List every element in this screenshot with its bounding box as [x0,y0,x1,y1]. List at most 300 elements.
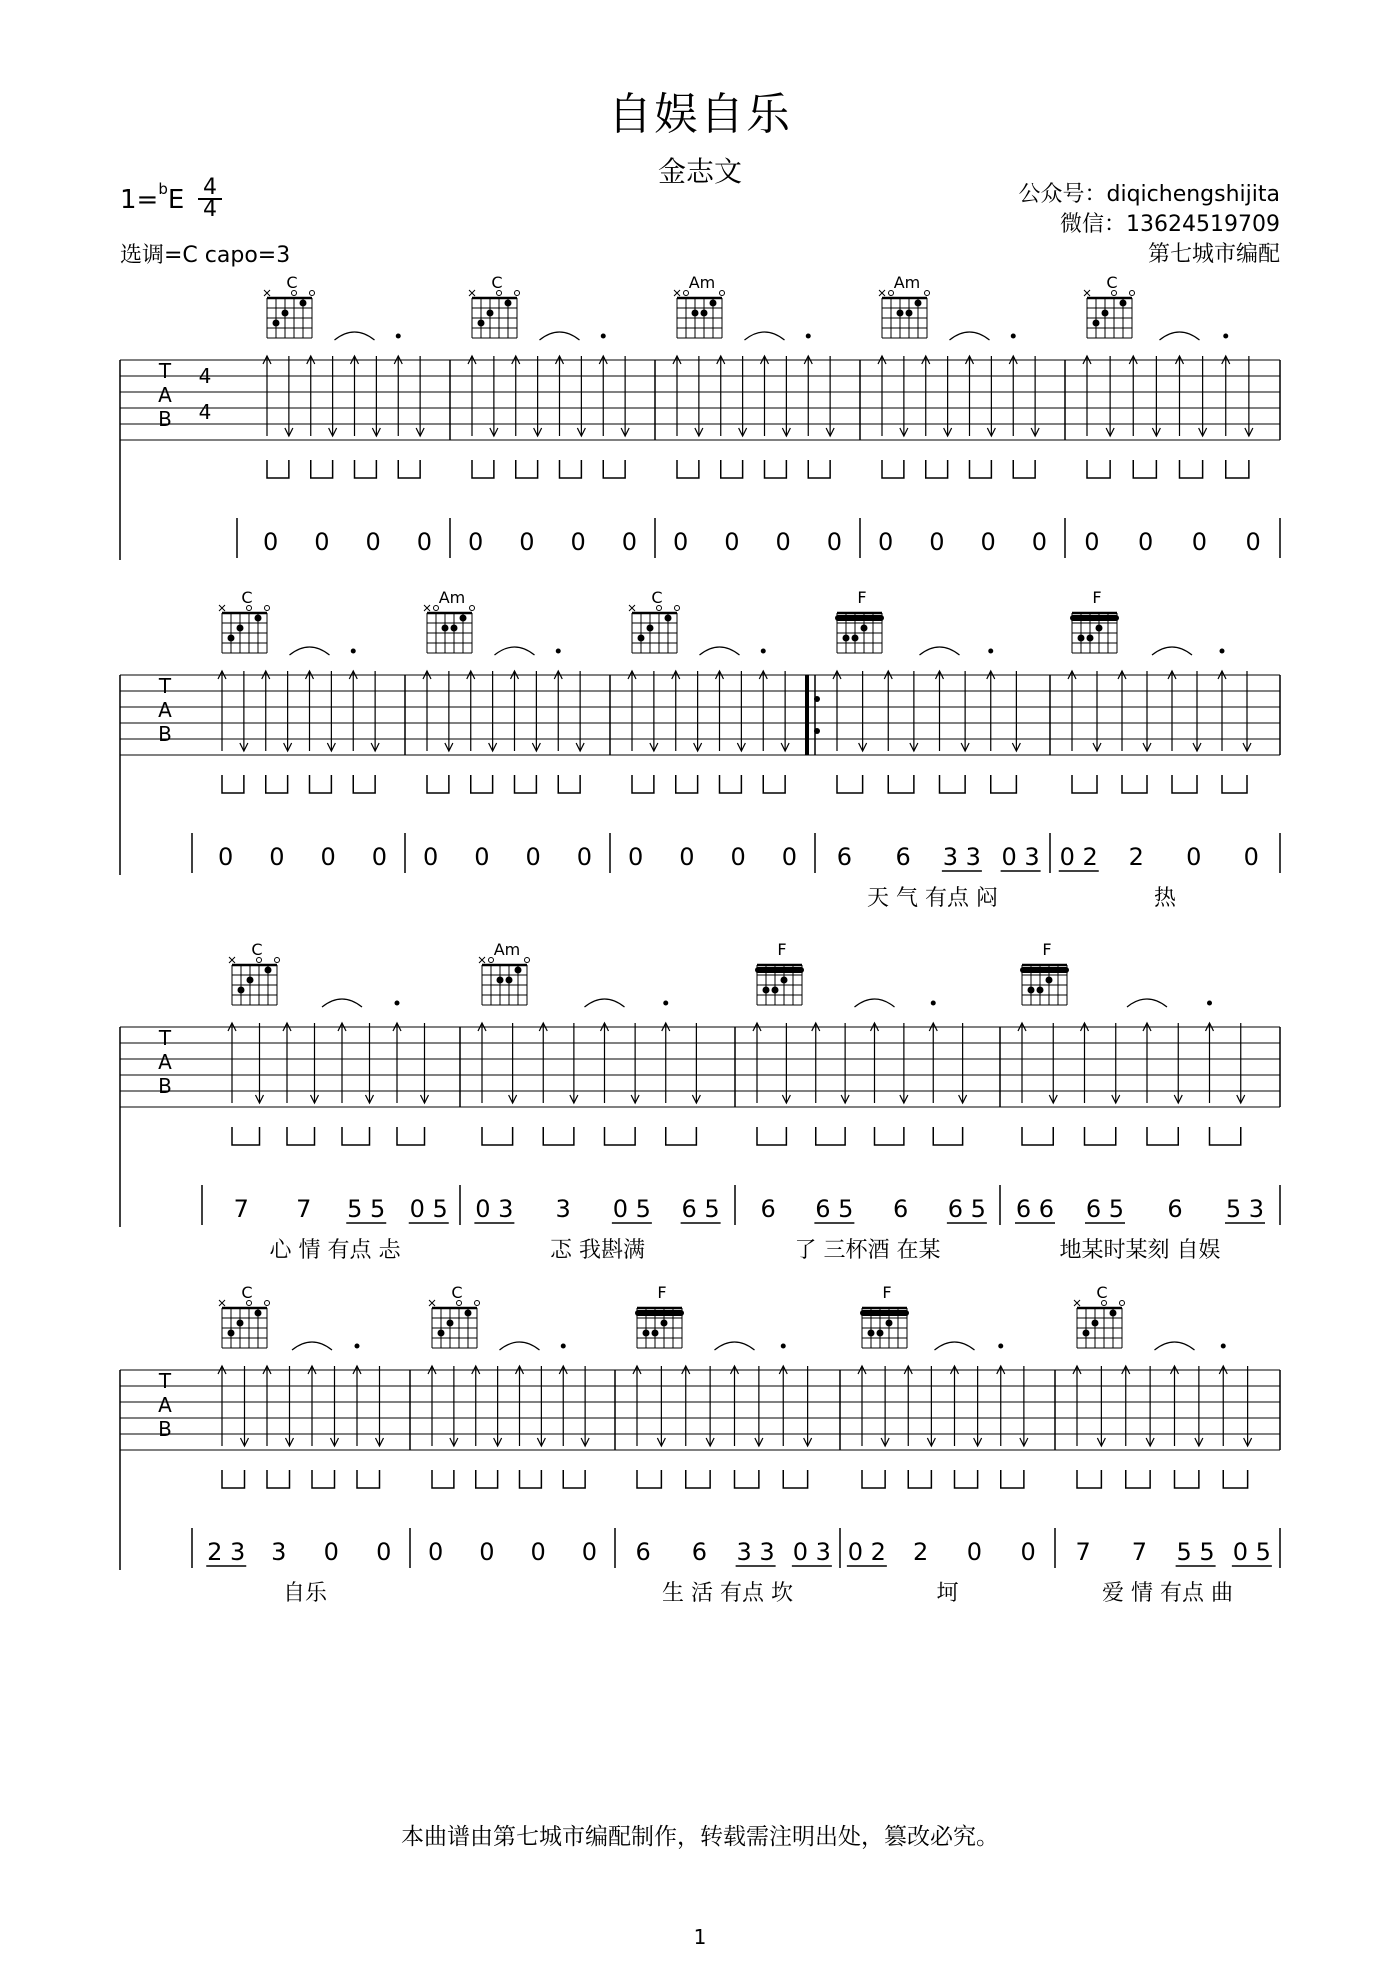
staccato-dot [1221,1344,1226,1349]
chord-barre [635,1310,684,1316]
jianpu-note: 0 5 [409,1195,448,1223]
jianpu-note: 0 [781,843,798,871]
chord-name: C [451,1283,463,1302]
chord-muted-string [469,290,475,296]
jianpu-note: 0 [1137,528,1154,556]
chord-muted-string [229,957,235,963]
lyric-text: 了 三杯酒 在某 [794,1238,941,1263]
chord-dot [661,1320,668,1327]
chord-diagram [1070,588,1119,653]
jianpu-note: 0 5 [612,1195,651,1223]
measure [1083,273,1280,558]
jianpu-note: 0 [1243,843,1259,871]
jianpu-note: 0 [980,528,996,556]
tie-arc [1152,647,1192,655]
chord-diagram [1074,1283,1125,1348]
rhythm-beam [637,1470,661,1488]
chord-name: F [1042,940,1052,959]
staccato-dot [601,334,606,339]
rhythm-beam [1226,460,1249,478]
chord-dot [451,625,458,632]
tab-label-t: T [158,1026,172,1050]
jianpu-note: 0 3 [475,1195,514,1223]
key-note: E [167,185,185,215]
jianpu-note: 0 [371,843,388,871]
rhythm-beam [560,460,582,478]
jianpu-note: 5 3 [1225,1195,1265,1223]
chord-dot [478,320,485,327]
chord-dot [877,1330,884,1337]
jianpu-note: 0 [269,843,285,871]
tab-label-a: A [158,1050,172,1074]
chord-dot [772,987,779,994]
rhythm-beam [875,1127,904,1145]
chord-name: C [251,940,263,959]
rhythm-beam [632,775,654,793]
rhythm-beam [1175,1470,1199,1488]
tie-arc [1155,1342,1195,1350]
chord-dot [497,977,504,984]
chord-name: F [1092,588,1102,607]
rhythm-beam [1223,1470,1247,1488]
chord-name: Am [893,273,921,292]
rhythm-beam [427,775,449,793]
rhythm-beam [357,1470,380,1488]
key-prefix: 1= [120,185,159,215]
chord-dot [442,625,449,632]
jianpu-note: 0 [621,528,638,556]
staccato-dot [1207,1001,1212,1006]
rhythm-beam [1022,1127,1053,1145]
measure [474,940,735,1263]
rhythm-beam [1133,460,1156,478]
chord-dot [652,1330,659,1337]
rhythm-beam [783,1470,807,1488]
chord-muted-string [424,605,430,611]
rhythm-beam [816,1127,845,1145]
chord-muted-string [479,957,485,963]
jianpu-note: 3 3 [736,1538,775,1566]
chord-diagram [629,588,680,653]
chord-diagram [479,940,530,1005]
jianpu-note: 2 3 [207,1538,246,1566]
rhythm-beam [516,460,538,478]
chord-muted-string [429,1300,435,1306]
chord-diagram [860,1283,909,1348]
copyright-footer: 本曲谱由第七城市编配制作，转载需注明出处，篡改必究。 [401,1824,999,1850]
rhythm-beam [1072,775,1097,793]
chord-dot [897,310,904,317]
chord-open-string [489,958,494,963]
jianpu-note: 6 6 [1015,1195,1055,1223]
rhythm-beam [955,1470,978,1488]
tab-label-b: B [158,722,172,746]
chord-dot [647,625,654,632]
chord-dot [1092,1320,1099,1327]
staccato-dot [931,1001,936,1006]
rhythm-beam [432,1470,454,1488]
jianpu-note: 7 [233,1195,249,1223]
rhythm-beam [222,775,244,793]
chord-dot [1028,987,1035,994]
jianpu-note: 6 5 [947,1195,986,1223]
chord-diagram [755,940,804,1005]
tie-arc [935,1342,975,1350]
jianpu-note: 0 [826,528,843,556]
chord-open-string [515,291,520,296]
rhythm-beam [311,460,333,478]
rhythm-beam [837,775,863,793]
chord-open-string [475,1301,480,1306]
tie-arc [292,1342,332,1350]
jianpu-note: 0 [416,528,433,556]
chord-dot [438,1330,445,1337]
rhythm-beam [515,775,537,793]
measure [423,588,610,873]
chord-dot [237,1320,244,1327]
jianpu-note: 0 [1084,528,1100,556]
tab-label-b: B [158,1074,172,1098]
jianpu-note: 0 [365,528,381,556]
tie-arc [1160,332,1200,340]
chord-open-string [675,606,680,611]
rhythm-beam [1172,775,1197,793]
rhythm-beam [1001,1470,1024,1488]
rhythm-beam [1087,460,1110,478]
jianpu-note: 6 5 [1085,1195,1125,1223]
measure [878,273,1065,558]
tie-arc [322,999,362,1007]
rhythm-beam [888,775,914,793]
rhythm-beam [1222,775,1247,793]
chord-diagram [879,273,930,338]
chord-dot [465,1310,472,1317]
chord-name: F [882,1283,892,1302]
chord-muted-string [219,1300,225,1306]
rhythm-beam [862,1470,885,1488]
chord-dot [1046,977,1053,984]
lyric-text: 生 活 有点 坎 [662,1581,793,1606]
measure [1059,588,1280,911]
lyric-text: 热 [1153,886,1177,911]
tab-label-t: T [158,359,172,383]
tie-arc [715,1342,755,1350]
jianpu-note: 0 [530,1538,546,1566]
rhythm-beam [1077,1470,1101,1488]
measure [192,1283,410,1606]
rhythm-beam [926,460,948,478]
key-flat: b [158,180,168,198]
rhythm-beam [398,460,420,478]
jianpu-note: 0 [672,528,689,556]
time-top: 4 [198,178,222,200]
chord-name: F [857,588,867,607]
rhythm-beam [310,775,332,793]
chord-dot [265,967,272,974]
rhythm-beam [558,775,580,793]
lyric-text: 心 情 有点 忐 [269,1238,401,1263]
staccato-dot [1223,334,1228,339]
chord-dot [1078,635,1085,642]
staccato-dot [561,1344,566,1349]
chord-dot [300,300,307,307]
chord-dot [487,310,494,317]
chord-barre [755,967,804,973]
jianpu-note: 0 [581,1538,598,1566]
chord-open-string [925,291,930,296]
jianpu-note: 0 [479,1538,495,1566]
rhythm-beam [476,1470,498,1488]
jianpu-note: 6 [635,1538,651,1566]
jianpu-note: 2 [912,1538,929,1566]
lyric-text: 自乐 [282,1581,328,1606]
tab-label-b: B [158,407,172,431]
jianpu-note: 6 5 [815,1195,854,1223]
rhythm-beam [222,1470,245,1488]
chord-dot [238,987,245,994]
jianpu-note: 0 [1020,1538,1036,1566]
chord-open-string [265,606,270,611]
rhythm-beam [287,1127,315,1145]
measure [202,940,460,1263]
staccato-dot [351,649,356,654]
chord-dot [852,635,859,642]
jianpu-note: 0 [217,843,234,871]
chord-diagram [264,273,315,338]
chord-muted-string [674,290,680,296]
tie-arc [1127,999,1167,1007]
repeat-dot [814,696,820,702]
rhythm-beam [342,1127,370,1145]
jianpu-note: 6 [691,1538,708,1566]
rhythm-beam [355,460,377,478]
staccato-dot [1220,649,1225,654]
jianpu-note: 0 [467,528,484,556]
song-title: 自娱自乐 [608,89,792,140]
chord-dot [886,1320,893,1327]
chord-dot [1037,987,1044,994]
jianpu-note: 0 [474,843,490,871]
jianpu-note: 0 [576,843,593,871]
rhythm-beam [940,775,966,793]
chord-diagram [469,273,520,338]
chord-dot [1093,320,1100,327]
chord-dot [861,625,868,632]
tie-arc [745,332,785,340]
chord-diagram [635,1283,684,1348]
rhythm-beam [1147,1127,1178,1145]
rhythm-beam [763,775,785,793]
rhythm-beam [563,1470,585,1488]
rhythm-beam [312,1470,335,1488]
jianpu-note: 0 [262,528,279,556]
staccato-dot [988,649,993,654]
chord-open-string [265,1301,270,1306]
lyric-text: 爱 情 有点 曲 [1102,1581,1233,1606]
chord-name: F [777,940,787,959]
rhythm-beam [676,775,698,793]
jianpu-note: 0 [323,1538,339,1566]
chord-dot [447,1320,454,1327]
staccato-dot [806,334,811,339]
jianpu-note: 0 [929,528,945,556]
capo-info: 选调=C capo=3 [120,243,291,268]
lyric-text: 天 气 有点 闷 [867,886,998,911]
jianpu-note: 6 [892,1195,909,1223]
staccato-dot [355,1344,360,1349]
staccato-dot [1011,334,1016,339]
system-1 [120,273,1280,560]
jianpu-note: 0 [422,843,439,871]
rhythm-beam [267,1470,290,1488]
chord-dot [1087,635,1094,642]
info-line-arranger: 第七城市编配 [1147,242,1280,267]
jianpu-note: 0 [627,843,644,871]
jianpu-note: 0 [877,528,894,556]
chord-dot [701,310,708,317]
chord-name: C [241,588,253,607]
rhythm-beam [520,1470,542,1488]
jianpu-note: 7 [1131,1538,1148,1566]
chord-name: Am [438,588,466,607]
rhythm-beam [266,775,288,793]
jianpu-note: 6 [760,1195,776,1223]
chord-dot [781,977,788,984]
tie-arc [500,1342,540,1350]
jianpu-note: 7 [1075,1538,1091,1566]
chord-diagram [1084,273,1135,338]
rhythm-beam [353,775,375,793]
repeat-dot [814,728,820,734]
measure [237,273,450,558]
chord-dot [1102,310,1109,317]
chord-dot [868,1330,875,1337]
jianpu-note: 0 3 [1001,843,1040,871]
chord-dot [665,615,672,622]
chord-open-string [310,291,315,296]
chord-diagram [424,588,475,653]
rhythm-beam [482,1127,513,1145]
jianpu-note: 0 [519,528,535,556]
chord-dot [237,625,244,632]
measure [1015,940,1280,1263]
chord-dot [692,310,699,317]
rhythm-beam [1085,1127,1116,1145]
jianpu-note: 0 [1191,528,1208,556]
rhythm-beam [1210,1127,1241,1145]
chord-name: C [1096,1283,1108,1302]
measure [1073,1283,1280,1606]
chord-diagram [835,588,884,653]
chord-name: C [241,1283,253,1302]
chord-dot [506,977,513,984]
measure [753,940,1000,1263]
chord-dot [282,310,289,317]
jianpu-note: 0 [427,1538,444,1566]
jianpu-note: 0 [570,528,586,556]
chord-barre [1070,615,1119,621]
jianpu-note: 0 3 [792,1538,831,1566]
rhythm-beam [471,775,493,793]
rhythm-beam [720,775,742,793]
staccato-dot [998,1344,1003,1349]
jianpu-note: 3 [271,1538,287,1566]
rhythm-beam [721,460,743,478]
chord-dot [228,1330,235,1337]
jianpu-note: 0 [320,843,336,871]
tab-label-a: A [158,383,172,407]
lyric-text: 忑 我斟满 [550,1238,645,1263]
chord-dot [915,300,922,307]
tie-arc [540,332,580,340]
chord-dot [505,300,512,307]
jianpu-note: 0 [966,1538,983,1566]
jianpu-note: 3 [555,1195,571,1223]
chord-dot [710,300,717,307]
jianpu-note: 5 5 [347,1195,386,1223]
staccato-dot [663,1001,668,1006]
tie-arc [855,999,895,1007]
system-4 [120,1283,1280,1606]
rhythm-beam [543,1127,574,1145]
jianpu-note: 0 [730,843,746,871]
tie-arc [950,332,990,340]
chord-open-string [470,606,475,611]
time-bottom: 4 [203,197,217,222]
chord-open-string [525,958,530,963]
rhythm-beam [397,1127,425,1145]
rhythm-beam [933,1127,962,1145]
rhythm-beam [603,460,625,478]
chord-name: F [657,1283,667,1302]
chord-open-string [434,606,439,611]
staccato-dot [781,1344,786,1349]
tie-arc [335,332,375,340]
chord-barre [835,615,884,621]
rhythm-beam [677,460,699,478]
measure [428,1283,615,1568]
staccato-dot [761,649,766,654]
jianpu-note: 0 [1245,528,1261,556]
chord-name: Am [688,273,716,292]
chord-dot [1096,625,1103,632]
chord-open-string [275,958,280,963]
jianpu-note: 6 [1167,1195,1183,1223]
chord-dot [1110,1310,1117,1317]
chord-dot [255,615,262,622]
chord-dot [763,987,770,994]
tab-time-bottom: 4 [198,400,212,424]
jianpu-note: 6 5 [681,1195,720,1223]
chord-dot [255,1310,262,1317]
measure [673,273,860,558]
chord-muted-string [264,290,270,296]
staccato-dot [396,334,401,339]
rhythm-beam [267,460,289,478]
jianpu-note: 0 5 [1232,1538,1271,1566]
jianpu-note: 0 [724,528,740,556]
chord-dot [228,635,235,642]
info-line-account: 公众号：diqichengshijita [1018,182,1280,207]
chord-dot [247,977,254,984]
chord-diagram [229,940,280,1005]
tab-label-a: A [158,698,172,722]
rhythm-beam [605,1127,636,1145]
chord-dot [643,1330,650,1337]
tab-time-top: 4 [198,364,212,388]
chord-dot [1120,300,1127,307]
rhythm-beam [757,1127,786,1145]
